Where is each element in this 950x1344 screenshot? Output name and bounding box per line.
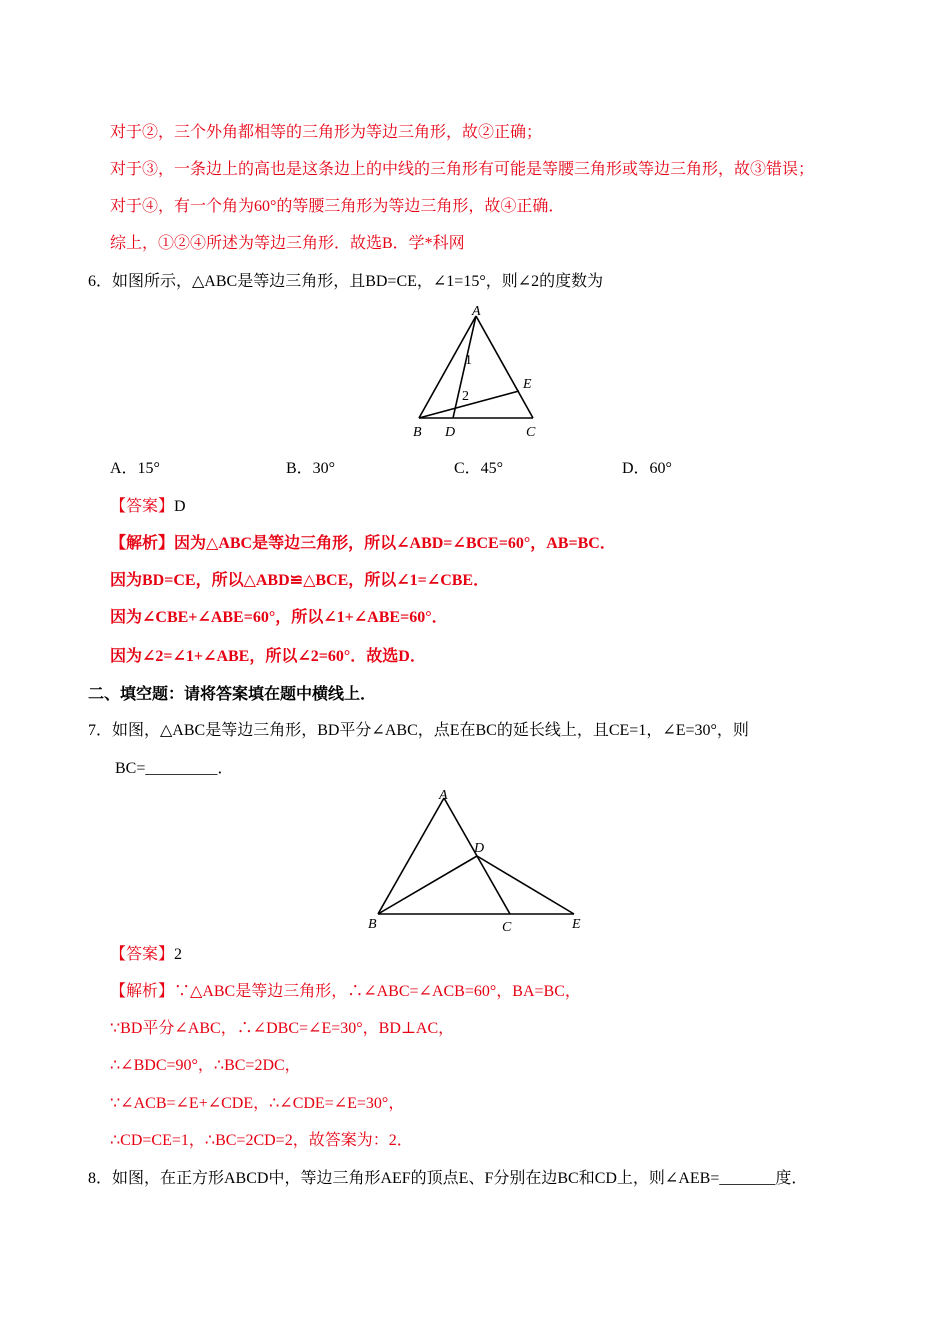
text-line: 对于④，有一个角为60°的等腰三角形为等边三角形，故④正确． xyxy=(110,198,565,215)
answer-label: 【答案】 xyxy=(110,946,175,963)
label-a: A xyxy=(439,788,448,803)
solution-6-line: 因为∠2=∠1+∠ABE，所以∠2=60°．故选D． xyxy=(110,648,426,665)
label-c: C xyxy=(526,425,536,440)
solution-7-line: 【解析】∵△ABC是等边三角形，∴∠ABC=∠ACB=60°，BA=BC， xyxy=(110,983,581,1000)
solution-6-line: 【解析】因为△ABC是等边三角形，所以∠ABD=∠BCE=60°，AB=BC． xyxy=(110,535,616,552)
label-e: E xyxy=(523,377,532,392)
label-d: D xyxy=(445,425,456,440)
answer-6 xyxy=(110,496,186,518)
question-8: 8．如图，在正方形ABCD中，等边三角形AEF的顶点E、F分别在边BC和CD上，则∠AEB=_______度． xyxy=(88,1170,808,1187)
answer-label: 【答案】 xyxy=(110,498,175,515)
option-b: B．30° xyxy=(286,460,336,477)
solution-label: 【解析】 xyxy=(110,983,175,1000)
segment-de xyxy=(477,856,574,914)
text-line: 综上，①②④所述为等边三角形．故选B．学*科网 xyxy=(110,235,465,252)
answer-7 xyxy=(110,944,182,966)
label-d: D xyxy=(474,841,485,856)
question-7: 7．如图，△ABC是等边三角形，BD平分∠ABC，点E在BC的延长线上，且CE=1，∠E=30°，则 xyxy=(88,722,749,739)
label-a: A xyxy=(472,304,481,319)
solution-7-line: ∵BD平分∠ABC，∴∠DBC=∠E=30°，BD⊥AC， xyxy=(110,1020,455,1037)
option-c: C．45° xyxy=(454,460,504,477)
text-line: 对于③，一条边上的高也是这条边上的中线的三角形有可能是等腰三角形或等边三角形，故③错误； xyxy=(110,161,815,178)
text-line: 对于②，三个外角都相等的三角形为等边三角形，故②正确； xyxy=(110,124,543,141)
figure-q7 xyxy=(360,782,600,938)
solution-6-line: 因为BD=CE，所以△ABD≌△BCE，所以∠1=∠CBE． xyxy=(110,572,490,589)
option-a: A．15° xyxy=(110,460,160,477)
label-e: E xyxy=(572,917,581,932)
segment-be xyxy=(419,391,519,418)
option-d: D．60° xyxy=(622,460,672,477)
solution-6-line: 因为∠CBE+∠ABE=60°，所以∠1+∠ABE=60°． xyxy=(110,609,448,626)
solution-label: 【解析】 xyxy=(110,535,175,552)
question-6: 6．如图所示，△ABC是等边三角形，且BD=CE，∠1=15°，则∠2的度数为 xyxy=(88,273,604,290)
segment-ac xyxy=(476,316,533,418)
label-c: C xyxy=(502,920,512,935)
question-7-blank: BC=_________． xyxy=(115,760,234,777)
segment-ab xyxy=(378,798,444,914)
solution-7-line: ∵∠ACB=∠E+∠CDE，∴∠CDE=∠E=30°， xyxy=(110,1095,405,1112)
answer-value: 2 xyxy=(174,946,183,963)
label-b: B xyxy=(413,425,422,440)
section-heading: 二、填空题：请将答案填在题中横线上． xyxy=(88,686,377,703)
answer-value: D xyxy=(174,498,186,515)
segment-bd xyxy=(378,856,477,914)
solution-7-line: ∴CD=CE=1，∴BC=2CD=2，故答案为：2． xyxy=(110,1132,413,1149)
label-angle-1: 1 xyxy=(465,353,472,368)
label-b: B xyxy=(368,917,377,932)
label-angle-2: 2 xyxy=(462,389,469,404)
figure-q6 xyxy=(405,302,555,442)
solution-7-line: ∴∠BDC=90°，∴BC=2DC， xyxy=(110,1057,301,1074)
